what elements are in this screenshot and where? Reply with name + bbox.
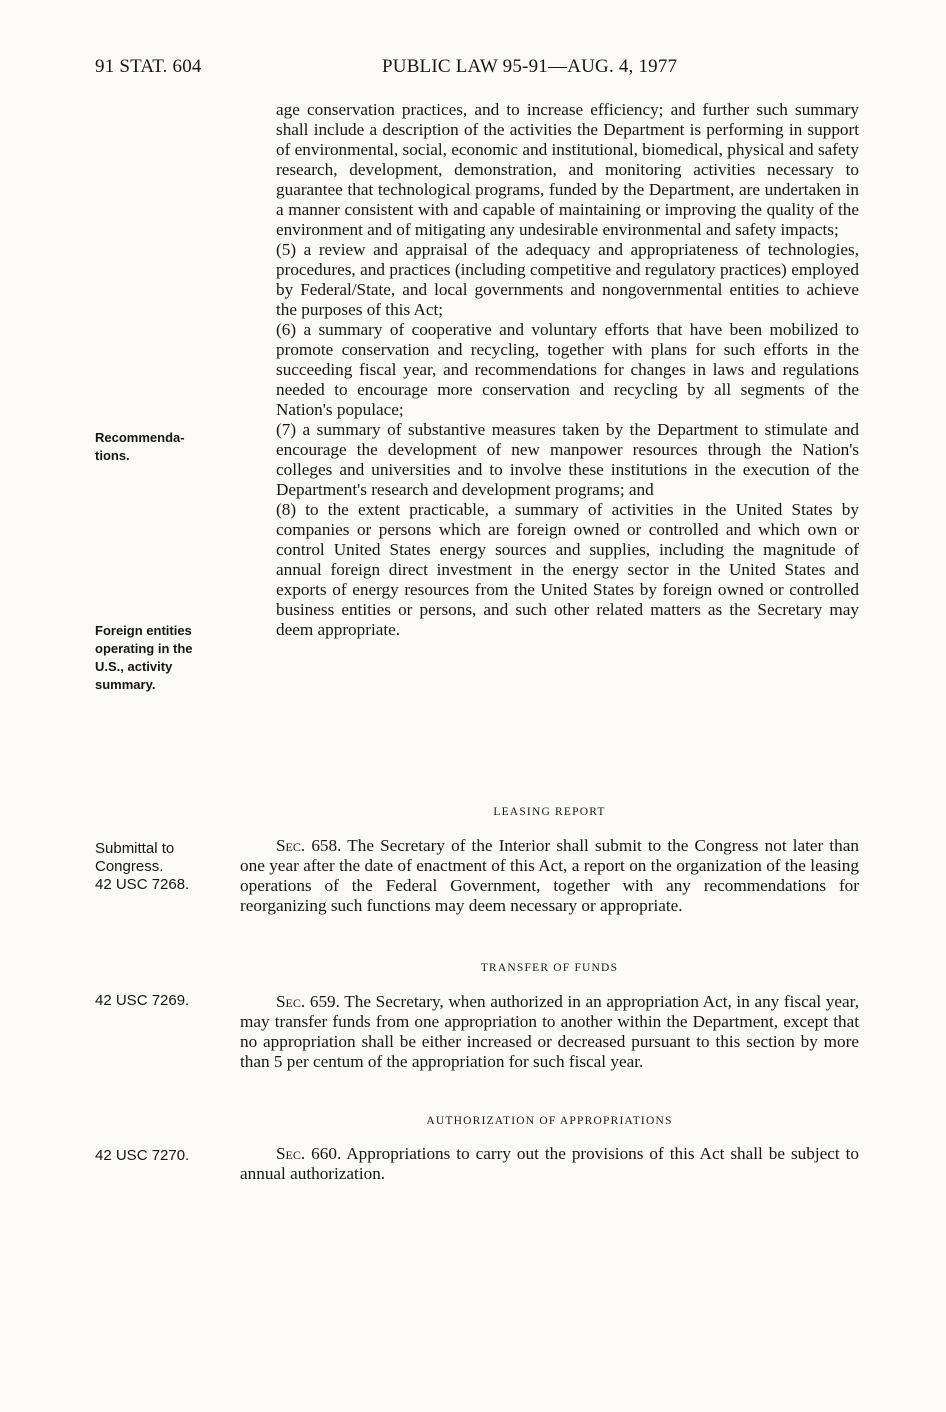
section-658-paragraph xyxy=(240,836,859,916)
section-659-label: Sec. 659. xyxy=(276,992,340,1011)
report-items-block xyxy=(240,100,859,640)
margin-note-submittal: Submittal to Congress. 42 USC 7268. xyxy=(95,840,190,893)
section-660 xyxy=(240,1144,859,1184)
section-659-paragraph xyxy=(240,992,859,1072)
section-658-label: Sec. 658. xyxy=(276,836,342,855)
section-660-label: Sec. 660. xyxy=(276,1144,342,1163)
margin-note-usc-7270: 42 USC 7270. xyxy=(95,1147,190,1164)
item-7-paragraph xyxy=(240,420,859,500)
item-8-text: (8) to the extent practicable, a summary of activities in the United States by companies or persons which are foreign owned or controlled and which own or control United States energy sources and supplies, including the magnitude of annual foreign direct investment in the energy sector in the United States and exports of energy resources from the United States by foreign owned or controlled business entities or persons, and such other related matters as the Secretary may deem appropriate. xyxy=(276,500,859,639)
law-title: PUBLIC LAW 95-91—AUG. 4, 1977 xyxy=(382,56,678,77)
page-reference: 91 STAT. 604 xyxy=(95,56,202,77)
transfer-of-funds-heading: TRANSFER OF FUNDS xyxy=(480,962,619,974)
section-659 xyxy=(240,992,859,1072)
item-5-text: (5) a review and appraisal of the adequacy and appropriateness of technologies, procedures, and practices (including competitive and regulatory practices) employed by Federal/State, and local governments and nongovernmental entities to achieve the purposes of this Act; xyxy=(276,240,859,319)
item-7-text: (7) a summary of substantive measures taken by the Department to stimulate and encourage the development of new manpower resources through the Nation's colleges and universities and to involve these institutions in the execution of the Department's research and development programs; and xyxy=(276,420,859,499)
authorization-heading: AUTHORIZATION OF APPROPRIATIONS xyxy=(426,1115,673,1127)
section-660-text: Appropriations to carry out the provisions of this Act shall be subject to annual authorization. xyxy=(240,1144,859,1183)
margin-note-usc-7269: 42 USC 7269. xyxy=(95,992,190,1009)
section-658 xyxy=(240,836,859,916)
section-658-text: The Secretary of the Interior shall submit to the Congress not later than one year after the date of enactment of this Act, a report on the organization of the leasing operations of the Federal Government, together with any recommendations for reorganizing such functions may deem necessary or appropriate. xyxy=(240,836,859,915)
item-6-paragraph xyxy=(240,320,859,420)
item-6-text: (6) a summary of cooperative and voluntary efforts that have been mobilized to promote conservation and recycling, together with plans for such efforts in the succeeding fiscal year, and recommendations for changes in laws and regulations needed to encourage more conservation and recycling by all segments of the Nation's populace; xyxy=(276,320,859,419)
margin-note-foreign-entities: Foreign entities operating in the U.S., activity summary. xyxy=(95,623,193,692)
section-660-paragraph xyxy=(240,1144,859,1184)
continuation-paragraph: age conservation practices, and to increase efficiency; and further such summary shall include a description of the activities the Department is performing in support of environmental, social, economic and institutional, biomedical, physical and safety research, development, demonstration, and monitoring activities necessary to guarantee that technological programs, funded by the Department, are undertaken in a manner consistent with and capable of maintaining or improving the quality of the environment and of mitigating any undesirable environmental and safety impacts; xyxy=(276,100,859,239)
margin-note-recommendations: Recommenda- tions. xyxy=(95,430,185,463)
item-5-paragraph xyxy=(240,240,859,320)
leasing-report-heading: LEASING REPORT xyxy=(493,806,606,818)
item-8-paragraph xyxy=(240,500,859,640)
section-659-text: The Secretary, when authorized in an appropriation Act, in any fiscal year, may transfer funds from one appropriation to another within the Department, except that no appropriation shall be either increased or decreased pursuant to this section by more than 5 per centum of the appropriation for such fiscal year. xyxy=(240,992,859,1071)
